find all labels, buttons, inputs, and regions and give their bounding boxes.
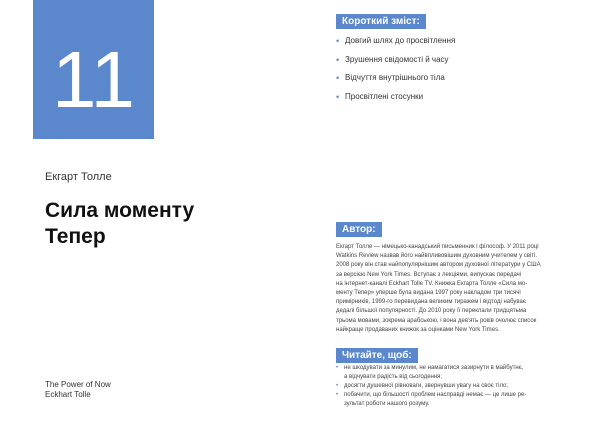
bullet-icon: • bbox=[336, 54, 340, 65]
bio-line: на інтернет-каналі Eckhart Tolle TV. Книжка Екгарта Толле «Сила мо- bbox=[336, 280, 528, 287]
read-why-item: • не шкодувати за минулим, не намагатися зазирнути в майбутнє, а відчувати радість від сьогодення; bbox=[336, 365, 524, 380]
bullet-icon: • bbox=[336, 91, 340, 102]
book-title: Сила моменту Тепер bbox=[45, 199, 195, 248]
bullet-icon: • bbox=[336, 365, 339, 371]
bullet-icon: • bbox=[336, 36, 340, 46]
bio-line: дедалі більшої популярності. До 2010 року її переклали тридцятьма bbox=[336, 308, 527, 315]
original-title: The Power of Now bbox=[45, 380, 111, 389]
original-edition bbox=[45, 380, 111, 400]
chapter-number: 11 bbox=[51, 35, 136, 124]
summary-list bbox=[336, 36, 576, 110]
bio-line: 2008 року він став найпопулярнішим автором духовної літератури у США bbox=[336, 262, 541, 269]
author-name: Екгарт Толле bbox=[45, 171, 112, 183]
bio-line: Watkins Review назвав його найвпливовішим духовним учителем у світі. bbox=[336, 253, 538, 260]
summary-item: • Просвітлені стосунки bbox=[336, 91, 424, 102]
bullet-icon: • bbox=[336, 392, 339, 398]
author-heading: Автор: bbox=[336, 222, 382, 237]
read-why-heading: Читайте, щоб: bbox=[336, 348, 418, 363]
read-why-item: • побачити, що більшості проблем насправді немає — це лише ре- зультат роботи нашого розуму. bbox=[336, 392, 527, 407]
original-author: Eckhart Tolle bbox=[45, 390, 91, 399]
bullet-icon: • bbox=[336, 383, 339, 389]
bio-line: найкраще продаваних книжок за оцінками New York Times. bbox=[336, 326, 500, 333]
bio-line: трьома мовами, зокрема арабською, і вона дев'ять років очолює список bbox=[336, 317, 537, 324]
summary-item: • Довгий шлях до просвітлення bbox=[336, 36, 456, 46]
summary-heading: Короткий зміст: bbox=[336, 14, 426, 29]
read-why-item: • досягти душевної рівноваги, звернувши увагу на своє тіло; bbox=[336, 383, 509, 389]
summary-item: • Зрушення свідомості й часу bbox=[336, 54, 449, 65]
bio-line: примірників, 1999-го перевидана великим тиражем і відтоді набуває bbox=[336, 299, 526, 306]
bio-line: за версією New York Times. Вступає з лекціями, випускає передачі bbox=[336, 271, 522, 278]
author-bio bbox=[336, 243, 576, 335]
summary-item: • Відчуття внутрішнього тіла bbox=[336, 73, 445, 83]
bio-line: Екгарт Толле — німецько-канадський письменник і філософ. У 2011 році bbox=[336, 244, 539, 250]
bio-line: менту Тепер» уперше була видана 1997 року накладом три тисячі bbox=[336, 290, 521, 297]
bullet-icon: • bbox=[336, 73, 340, 83]
read-why-list bbox=[336, 364, 586, 409]
chapter-number-block bbox=[33, 0, 154, 139]
